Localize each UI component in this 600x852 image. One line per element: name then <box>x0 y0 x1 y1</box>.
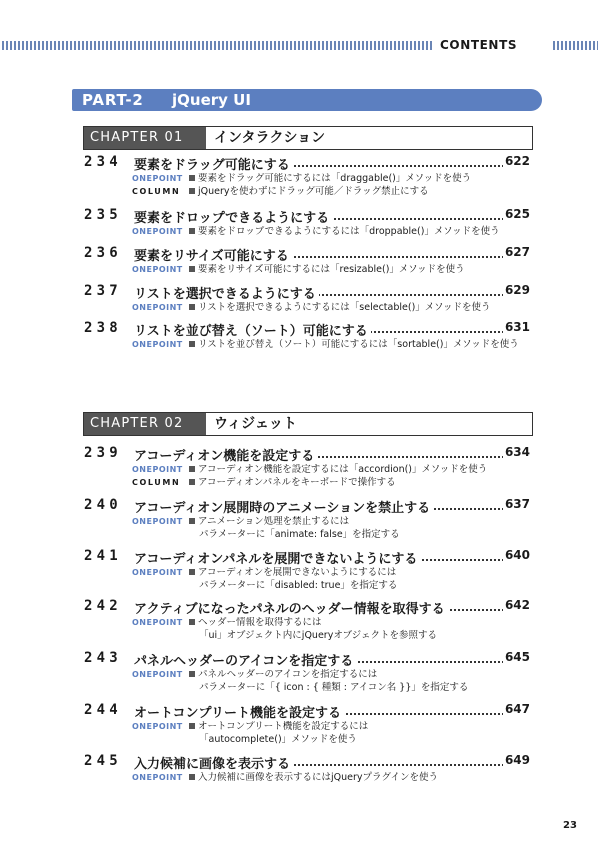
note-text: アコーディオンパネルをキーボードで操作する <box>198 477 396 488</box>
toc-entry[interactable] <box>84 702 530 746</box>
entry-page: 634 <box>504 445 530 459</box>
entry-title: アクティブになったパネルのヘッダー情報を取得する <box>134 598 448 617</box>
note-tag: ONEPOINT <box>132 618 183 627</box>
note-tag: ONEPOINT <box>132 670 183 679</box>
entry-number: 240 <box>84 497 122 513</box>
toc-entry[interactable] <box>84 445 530 489</box>
entry-title: 入力候補に画像を表示する <box>134 753 293 772</box>
entry-number: 238 <box>84 320 122 336</box>
entry-title: アコーディオン機能を設定する <box>134 445 317 464</box>
entry-title: アコーディオン展開時のアニメーションを禁止する <box>134 497 433 516</box>
square-bullet-icon <box>189 518 195 524</box>
square-bullet-icon <box>189 466 195 472</box>
entry-note <box>84 301 530 314</box>
entry-note <box>84 463 530 476</box>
entry-note <box>84 225 530 238</box>
entry-note <box>84 263 530 276</box>
entry-note <box>84 515 530 528</box>
note-text: 要素をドラッグ可能にするには「draggable()」メソッドを使う <box>198 173 472 184</box>
square-bullet-icon <box>189 671 195 677</box>
entry-note <box>84 668 530 681</box>
note-text: リストを並び替え（ソート）可能にするには「sortable()」メソッドを使う <box>198 339 519 350</box>
note-tag: ONEPOINT <box>132 568 183 577</box>
square-bullet-icon <box>189 266 195 272</box>
part-label: PART-2 <box>82 91 144 109</box>
entry-title: リストを並び替え（ソート）可能にする <box>134 320 371 339</box>
entry-note <box>84 771 530 784</box>
note-text-continued: パラメーターに「disabled: true」を指定する <box>199 580 398 591</box>
entry-note <box>84 172 530 185</box>
part-name: jQuery UI <box>172 91 251 109</box>
note-tag: ONEPOINT <box>132 517 183 526</box>
toc-entry-row <box>84 445 530 463</box>
toc-entry-row <box>84 283 530 301</box>
entry-note <box>84 185 530 198</box>
note-tag: COLUMN <box>132 478 181 487</box>
entry-note <box>84 476 530 489</box>
toc-entry[interactable] <box>84 753 530 784</box>
page-header <box>0 38 600 54</box>
toc-entry-row <box>84 154 530 172</box>
entry-note <box>84 616 530 629</box>
entry-title: リストを選択できるようにする <box>134 283 319 302</box>
square-bullet-icon <box>189 175 195 181</box>
entry-page: 631 <box>504 320 530 334</box>
toc-entry-row <box>84 497 530 515</box>
entry-note <box>84 566 530 579</box>
toc-entry-row <box>84 548 530 566</box>
note-tag: ONEPOINT <box>132 773 183 782</box>
toc-entry-row <box>84 598 530 616</box>
toc-entry[interactable] <box>84 548 530 592</box>
toc-entry[interactable] <box>84 154 530 198</box>
toc-entry-row <box>84 320 530 338</box>
note-text: ヘッダー情報を取得するには <box>198 617 322 628</box>
header-stripe-left <box>2 41 434 50</box>
contents-label: CONTENTS <box>440 38 518 52</box>
entry-note <box>84 338 530 351</box>
toc-entry[interactable] <box>84 283 530 314</box>
toc-entry[interactable] <box>84 207 530 238</box>
entry-title: 要素をリサイズ可能にする <box>134 245 292 264</box>
toc-entry[interactable] <box>84 497 530 541</box>
chapter-label: CHAPTER 02 <box>84 413 206 435</box>
entry-number: 239 <box>84 445 122 461</box>
entry-number: 243 <box>84 650 122 666</box>
entry-number: 237 <box>84 283 122 299</box>
square-bullet-icon <box>189 619 195 625</box>
toc-entry-row <box>84 245 530 263</box>
toc-entry-row <box>84 702 530 720</box>
toc-entry-row <box>84 753 530 771</box>
note-text: アコーディオンを展開できないようにするには <box>198 567 397 578</box>
note-text: 要素をリサイズ可能にするには「resizable()」メソッドを使う <box>198 264 465 275</box>
entry-number: 245 <box>84 753 122 769</box>
note-tag: ONEPOINT <box>132 265 183 274</box>
toc-entry-row <box>84 207 530 225</box>
entry-title: オートコンプリート機能を設定する <box>134 702 344 721</box>
note-text: パネルヘッダーのアイコンを指定するには <box>198 669 378 680</box>
note-text: jQueryを使わずにドラッグ可能／ドラッグ禁止にする <box>198 186 429 197</box>
entry-page: 640 <box>504 548 530 562</box>
entry-page: 647 <box>504 702 530 716</box>
chapter-title: ウィジェット <box>214 416 297 432</box>
chapter-title: インタラクション <box>214 130 326 146</box>
entry-number: 235 <box>84 207 122 223</box>
entry-number: 242 <box>84 598 122 614</box>
note-text: オートコンプリート機能を設定するには <box>198 721 369 732</box>
toc-entry[interactable] <box>84 320 530 351</box>
note-tag: ONEPOINT <box>132 465 183 474</box>
note-text-continued: 「ui」オブジェクト内にjQueryオブジェクトを参照する <box>199 630 437 641</box>
note-tag: ONEPOINT <box>132 227 183 236</box>
note-tag: ONEPOINT <box>132 340 183 349</box>
entry-number: 236 <box>84 245 122 261</box>
note-tag: ONEPOINT <box>132 174 183 183</box>
note-text-continued: パラメーターに「{ icon : { 種類 : アイコン名 }}」を指定する <box>199 682 469 693</box>
entry-title: パネルヘッダーのアイコンを指定する <box>134 650 356 669</box>
entry-page: 642 <box>504 598 530 612</box>
entry-title: アコーディオンパネルを展開できないようにする <box>134 548 420 567</box>
toc-entry[interactable] <box>84 598 530 642</box>
entry-title: 要素をドロップできるようにする <box>134 207 332 226</box>
chapter-header <box>83 412 533 436</box>
note-text: アコーディオン機能を設定するには「accordion()」メソッドを使う <box>198 464 488 475</box>
note-text: リストを選択できるようにするには「selectable()」メソッドを使う <box>198 302 491 313</box>
header-stripe-right <box>553 41 598 50</box>
entry-page: 637 <box>504 497 530 511</box>
entry-page: 649 <box>504 753 530 767</box>
square-bullet-icon <box>189 774 195 780</box>
note-tag: COLUMN <box>132 187 181 196</box>
note-text-continued: 「autocomplete()」メソッドを使う <box>199 734 357 745</box>
chapter-header <box>83 126 533 150</box>
entry-page: 625 <box>504 207 530 221</box>
note-text: アニメーション処理を禁止するには <box>198 516 350 527</box>
entry-page: 645 <box>504 650 530 664</box>
toc-entry[interactable] <box>84 245 530 276</box>
chapter-label: CHAPTER 01 <box>84 127 206 149</box>
square-bullet-icon <box>189 228 195 234</box>
note-text: 入力候補に画像を表示するにはjQueryプラグインを使う <box>198 772 439 783</box>
entry-number: 241 <box>84 548 122 564</box>
square-bullet-icon <box>189 341 195 347</box>
entry-page: 622 <box>504 154 530 168</box>
square-bullet-icon <box>189 304 195 310</box>
entry-title: 要素をドラッグ可能にする <box>134 154 293 173</box>
note-text: 要素をドロップできるようにするには「droppable()」メソッドを使う <box>198 226 500 237</box>
square-bullet-icon <box>189 479 195 485</box>
note-text-continued: パラメーターに「animate: false」を指定する <box>199 529 400 540</box>
square-bullet-icon <box>189 188 195 194</box>
part-banner <box>72 89 542 111</box>
entry-page: 629 <box>504 283 530 297</box>
note-tag: ONEPOINT <box>132 303 183 312</box>
entry-note <box>84 720 530 733</box>
entry-number: 234 <box>84 154 122 170</box>
entry-page: 627 <box>504 245 530 259</box>
square-bullet-icon <box>189 723 195 729</box>
entry-number: 244 <box>84 702 122 718</box>
page-number: 23 <box>563 820 577 831</box>
square-bullet-icon <box>189 569 195 575</box>
note-tag: ONEPOINT <box>132 722 183 731</box>
toc-entry[interactable] <box>84 650 530 694</box>
toc-entry-row <box>84 650 530 668</box>
